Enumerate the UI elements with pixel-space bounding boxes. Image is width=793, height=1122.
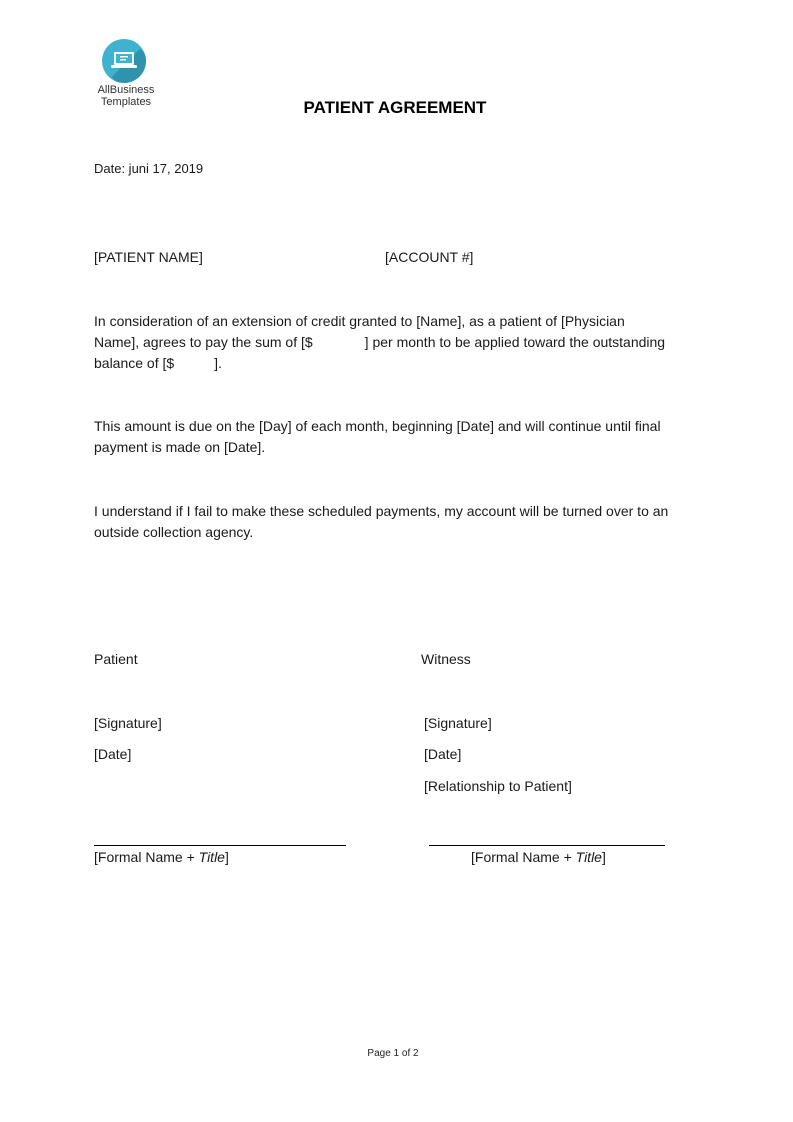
paragraph-due-date [94, 416, 661, 458]
page-number: Page 1 of 2 [367, 1048, 419, 1059]
text-segment: ] [601, 849, 606, 865]
witness-relationship-placeholder: [Relationship to Patient] [424, 778, 572, 794]
paragraph-credit-terms [94, 311, 665, 374]
text-segment: [Formal Name + [94, 849, 199, 865]
paragraph-line: payment is made on [Date]. [94, 439, 266, 455]
paragraph-line [94, 353, 665, 374]
paragraph-line: In consideration of an extension of credit granted to [Name], as a patient of [Physician [94, 313, 625, 329]
text-segment: Name], agrees to pay the sum of [$ [94, 334, 313, 350]
text-segment: ]. [214, 355, 222, 371]
patient-formal-name [94, 847, 229, 868]
patient-name-field: [PATIENT NAME] [94, 249, 203, 265]
patient-signature-placeholder: [Signature] [94, 715, 162, 731]
patient-date-placeholder: [Date] [94, 746, 132, 762]
text-segment: Title [198, 849, 225, 865]
text-segment: [Formal Name + [471, 849, 576, 865]
witness-heading: Witness [421, 651, 471, 667]
document-title: PATIENT AGREEMENT [303, 98, 487, 117]
paragraph-line [94, 332, 665, 353]
witness-date-placeholder: [Date] [424, 746, 462, 762]
paragraph-line: This amount is due on the [Day] of each month, beginning [Date] and will continue until final [94, 418, 661, 434]
logo-mark [102, 39, 146, 83]
logo-line-1: AllBusiness [97, 84, 155, 96]
paragraph-line: outside collection agency. [94, 524, 254, 540]
text-segment: Title [575, 849, 602, 865]
account-number-field: [ACCOUNT #] [385, 249, 474, 265]
logo-line-2: Templates [100, 96, 152, 108]
patient-signature-line [94, 845, 346, 846]
paragraph-collection-notice [94, 501, 668, 543]
witness-formal-name [471, 847, 606, 868]
patient-heading: Patient [94, 651, 138, 667]
witness-signature-placeholder: [Signature] [424, 715, 492, 731]
paragraph-line: I understand if I fail to make these scheduled payments, my account will be turned over to an [94, 503, 669, 519]
laptop-icon [102, 39, 146, 83]
date-line: Date: juni 17, 2019 [94, 161, 204, 176]
text-segment: balance of [$ [94, 355, 175, 371]
text-segment: ] [224, 849, 229, 865]
witness-signature-line [429, 845, 665, 846]
text-segment: ] per month to be applied toward the outstanding [364, 334, 666, 350]
